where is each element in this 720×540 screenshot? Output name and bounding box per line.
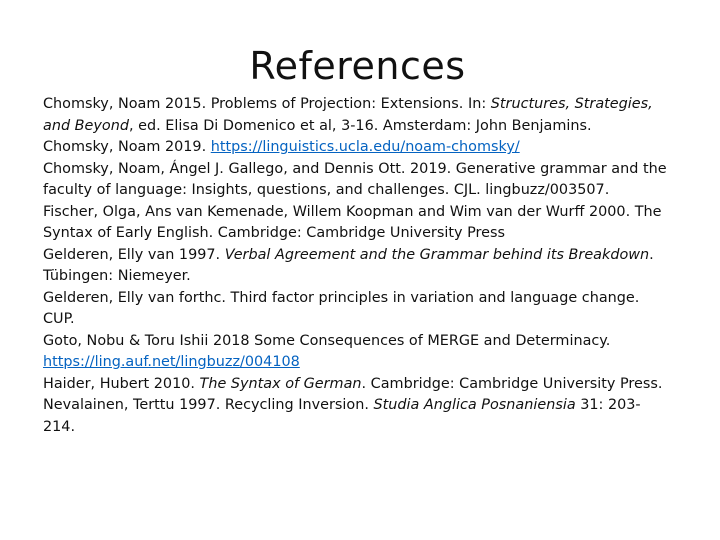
reference-title: Structures, Strategies, and Beyond xyxy=(43,96,653,134)
reference-text: 31: 203-214. xyxy=(43,397,641,435)
reference-text: Chomsky, Noam, Ángel J. Gallego, and Dennis Ott. 2019. Generative grammar and the faculty of language: Insights, questions, and challenges. CJL. lingbuzz/003507. xyxy=(43,160,667,198)
reference-link[interactable]: https://linguistics.ucla.edu/noam-chomsky/ xyxy=(210,139,520,155)
reference-item xyxy=(43,159,672,202)
reference-text: Gelderen, Elly van 1997. xyxy=(43,246,225,263)
reference-text: . Cambridge: Cambridge University Press. xyxy=(361,375,663,392)
reference-title: Studia Anglica Posnaniensia xyxy=(373,397,576,413)
reference-text: Goto, Nobu & Toru Ishii 2018 Some Consequences of MERGE and Determinacy. xyxy=(43,332,611,349)
reference-item xyxy=(43,395,672,438)
reference-item xyxy=(43,202,672,245)
reference-text: . Tübingen: Niemeyer. xyxy=(43,246,654,284)
reference-text: , ed. Elisa Di Domenico et al, 3-16. Amsterdam: John Benjamins. xyxy=(128,117,592,134)
reference-text: Haider, Hubert 2010. xyxy=(43,375,200,392)
reference-text: Chomsky, Noam 2015. Problems of Projection: Extensions. In: xyxy=(43,96,491,112)
reference-item xyxy=(43,288,672,331)
reference-item xyxy=(43,245,672,288)
reference-text: Nevalainen, Terttu 1997. Recycling Inversion. xyxy=(43,397,374,413)
reference-title: Verbal Agreement and the Grammar behind its Breakdown xyxy=(224,246,650,263)
reference-link[interactable]: https://ling.auf.net/lingbuzz/004108 xyxy=(43,354,300,370)
reference-item xyxy=(43,374,672,396)
reference-text: Chomsky, Noam 2019. xyxy=(43,139,211,155)
reference-list xyxy=(43,94,672,438)
reference-item xyxy=(43,94,672,137)
reference-title: The Syntax of German xyxy=(199,375,362,392)
reference-item xyxy=(43,331,672,374)
slide-title: References xyxy=(249,44,466,88)
reference-text: Gelderen, Elly van forthc. Third factor principles in variation and language change. CUP. xyxy=(43,289,640,327)
reference-text: Fischer, Olga, Ans van Kemenade, Willem Koopman and Wim van der Wurff 2000. The Syntax of Early English. Cambridge: Cambridge University Press xyxy=(43,203,662,241)
reference-item xyxy=(43,137,672,159)
